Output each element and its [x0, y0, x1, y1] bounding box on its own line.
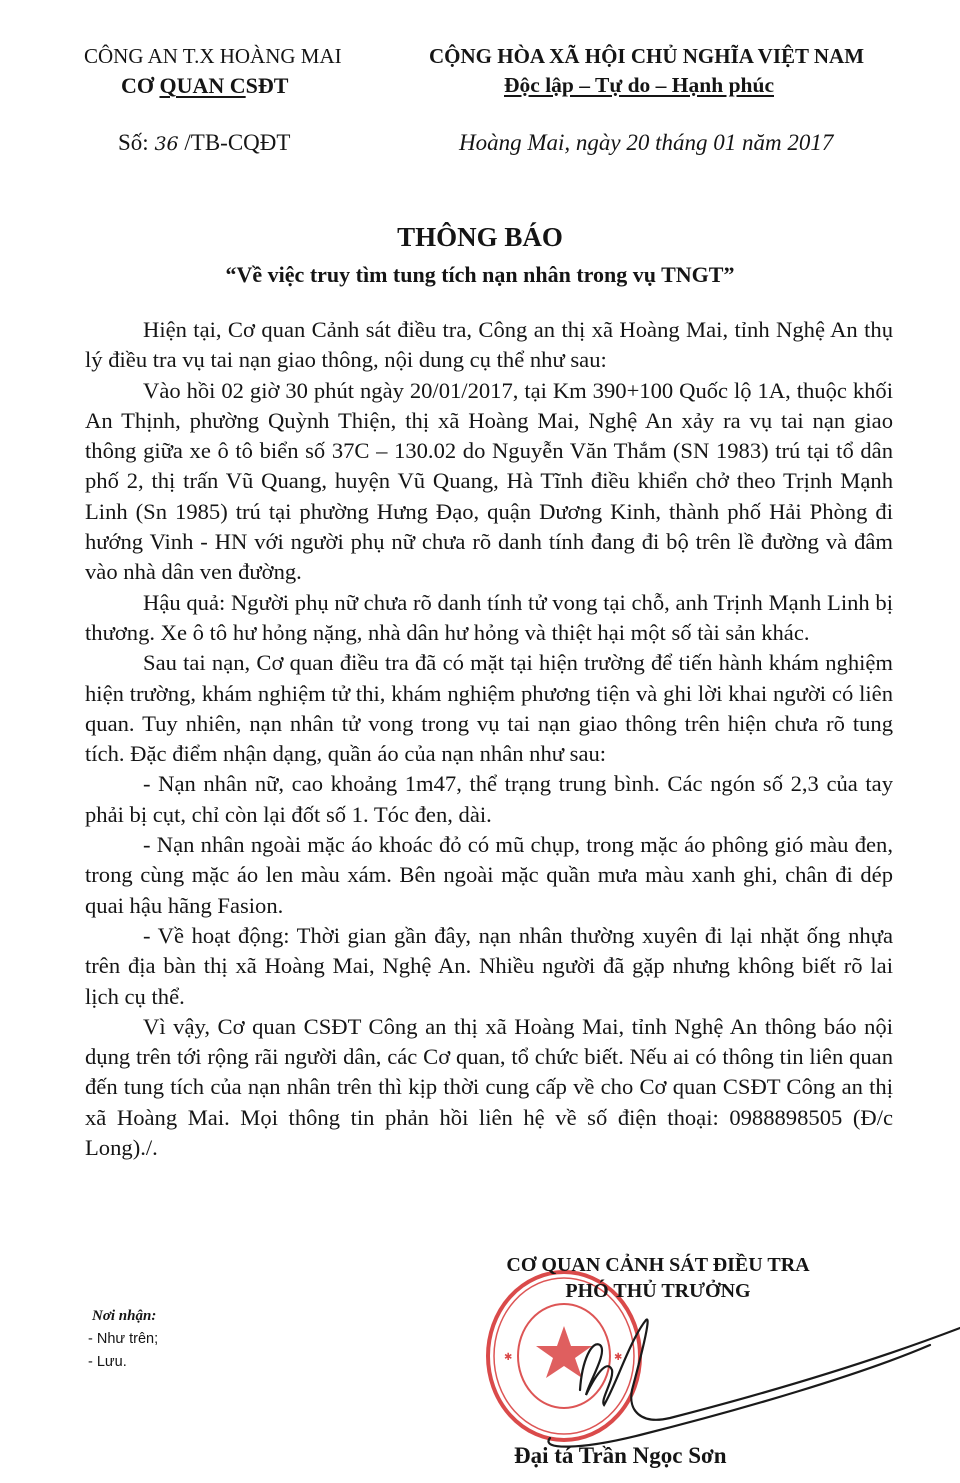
reference-suffix: /TB-CQĐT [178, 130, 291, 155]
national-motto: Độc lập – Tự do – Hạnh phúc [504, 73, 774, 97]
document-subtitle: “Về việc truy tìm tung tích nạn nhân trong vụ TNGT” [225, 262, 735, 287]
document-reference [118, 130, 290, 156]
signer-name: Đại tá Trần Ngọc Sơn [514, 1443, 727, 1468]
reference-number: 36 [154, 133, 179, 155]
document-body [85, 315, 893, 1163]
reference-prefix: Số: [118, 130, 155, 155]
issuing-department [121, 73, 288, 99]
paragraph: - Về hoạt động: Thời gian gần đây, nạn nhân thường xuyên đi lại nhặt ống nhựa trên địa bàn thị xã Hoàng Mai, Nghệ An. Nhiều người đã gặp nhưng không biết rõ lai lịch cụ thể. [85, 922, 893, 1009]
svg-text:✱: ✱ [614, 1352, 623, 1363]
recipient-item: - Lưu. [88, 1354, 127, 1370]
signature-block [478, 1252, 838, 1304]
paragraph: Vào hồi 02 giờ 30 phút ngày 20/01/2017, tại Km 390+100 Quốc lộ 1A, thuộc khối An Thịnh, phường Quỳnh Thiện, thị xã Hoàng Mai, Nghệ An xảy ra vụ tai nạn giao thông giữa xe ô tô biển số 37C – 130.02 do Nguyễn Văn Thắm (SN 1983) trú tại tổ dân phố 2, thị trấn Vũ Quang, huyện Vũ Quang, Hà Tĩnh điều khiển chở theo Trịnh Mạnh Linh (Sn 1985) trú tại phường Hưng Đạo, quận Dương Kinh, thành phố Hải Phòng đi hướng Vinh - HN với người phụ nữ chưa rõ danh tính đang đi bộ trên lề đường và đâm vào nhà dân ven đường. [85, 377, 893, 585]
issuing-department-part2: QUAN C [159, 73, 246, 98]
paragraph: Sau tai nạn, Cơ quan điều tra đã có mặt tại hiện trường để tiến hành khám nghiệm hiện trường, khám nghiệm tử thi, khám nghiệm phương tiện và ghi lời khai người có liên quan. Tuy nhiên, nạn nhân tử vong trong vụ tai nạn giao thông trên hiện chưa rõ tung tích. Đặc điểm nhận dạng, quần áo của nạn nhân như sau: [85, 650, 893, 767]
paragraph: - Nạn nhân ngoài mặc áo khoác đỏ có mũ chụp, trong mặc áo phông gió màu đen, trong cùng mặc áo len màu xám. Bên ngoài mặc quần mưa màu xanh ghi, chân đi dép quai hậu hãng Fasion. [85, 832, 893, 918]
recipient-item: - Như trên; [88, 1331, 159, 1347]
paragraph: Hiện tại, Cơ quan Cảnh sát điều tra, Công an thị xã Hoàng Mai, tỉnh Nghệ An thụ lý điều tra vụ tai nạn giao thông, nội dung cụ thể như sau: [85, 317, 893, 373]
document-title: THÔNG BÁO [397, 222, 563, 252]
issuing-department-part1: CƠ [121, 73, 160, 98]
signing-agency: CƠ QUAN CẢNH SÁT ĐIỀU TRA [506, 1254, 810, 1276]
country-name: CỘNG HÒA XÃ HỘI CHỦ NGHĨA VIỆT NAM [429, 44, 865, 68]
recipients [88, 1306, 158, 1373]
issuing-agency: CÔNG AN T.X HOÀNG MAI [84, 44, 342, 68]
paragraph: Vì vậy, Cơ quan CSĐT Công an thị xã Hoàng Mai, tỉnh Nghệ An thông báo nội dụng trên tới rộng rãi người dân, các Cơ quan, tổ chức biết. Nếu ai có thông tin liên quan đến tung tích của nạn nhân trên thì kịp thời cung cấp về cho Cơ quan CSĐT Công an thị xã Hoàng Mai. Mọi thông tin phản hồi liên hệ về số điện thoại: 0988898505 (Đ/c Long)./. [85, 1013, 893, 1161]
paragraph: Hậu quả: Người phụ nữ chưa rõ danh tính tử vong tại chỗ, anh Trịnh Mạnh Linh bị thương. Xe ô tô hư hỏng nặng, nhà dân hư hỏng và thiệt hại một số tài sản khác. [85, 589, 893, 645]
issuing-department-part3: SĐT [245, 73, 289, 98]
svg-text:✱: ✱ [504, 1352, 513, 1363]
place-date: Hoàng Mai, ngày 20 tháng 01 năm 2017 [459, 130, 834, 155]
handwritten-signature-icon [520, 1300, 960, 1450]
paragraph: - Nạn nhân nữ, cao khoảng 1m47, thể trạng trung bình. Các ngón số 2,3 của tay phải bị cụt, chỉ còn lại đốt số 1. Tóc đen, dài. [85, 771, 893, 827]
signer-position: PHÓ THỦ TRƯỞNG [565, 1280, 751, 1302]
recipients-heading: Nơi nhận: [92, 1308, 157, 1324]
